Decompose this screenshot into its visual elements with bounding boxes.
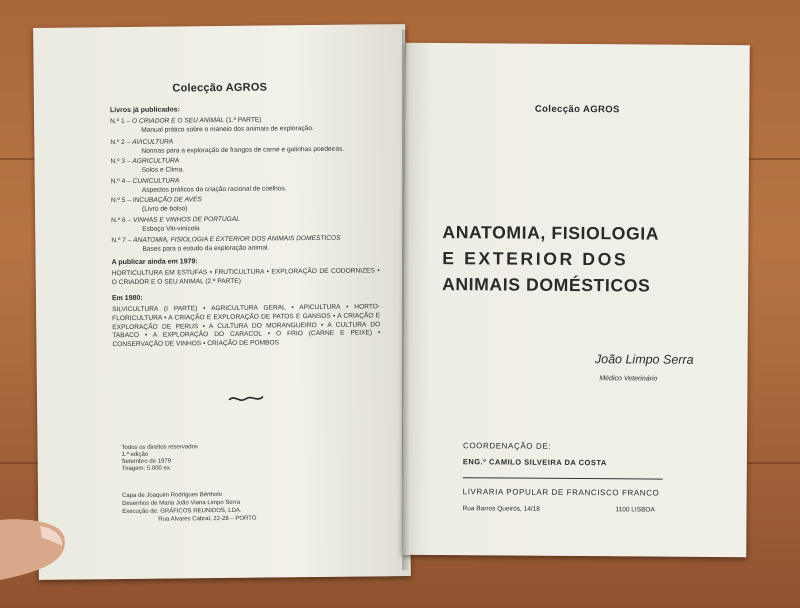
author-role: Médico Veterinário <box>599 375 658 383</box>
publisher-city: 1100 LISBOA <box>615 506 655 514</box>
book-entry: N.º 3 – AGRICULTURA Solos e Clima. <box>110 157 185 174</box>
divider <box>463 477 663 479</box>
edition-line: 1.ª edição <box>121 451 149 459</box>
book-entry: N.º 4 – CUNICULTURA Aspectos práticos da criação racional de coelhos. <box>110 177 287 194</box>
upcoming-list: HORTICULTURA EM ESTUFAS • FRUTICULTURA • EXPLORAÇÃO DE CODORNIZES • O CRIADOR E O SEU ANIMAL (2.ª PARTE) <box>111 267 380 286</box>
publisher-name: LIVRARIA POPULAR DE FRANCISCO FRANCO <box>462 487 660 498</box>
book-entry: N.º 5 – INCUBAÇÃO DE AVES (Livro de bolso) <box>110 196 202 213</box>
ornament-icon <box>227 392 265 406</box>
book-title <box>442 219 659 299</box>
left-collection-title: Colecção AGROS <box>172 81 268 95</box>
cover-credit: Capa de Joaquim Rodrigues Bértholo <box>121 492 223 500</box>
right-page <box>402 43 750 557</box>
upcoming-heading: A publicar ainda em 1979: <box>111 258 198 267</box>
printer-address: Rua Alvares Cabral, 22-28 – PORTO <box>158 515 257 523</box>
coordinator-name: ENG.º CAMILO SILVEIRA DA COSTA <box>462 457 607 468</box>
book-title-line: E EXTERIOR DOS <box>442 248 629 270</box>
published-heading: Livros já publicados: <box>109 106 181 115</box>
year-1980-list: SILVICULTURA (I PARTE) • AGRICULTURA GERAL • APICULTURA • HORTO-FLORICULTURA • A CRIAÇÃO E EXPLORAÇÃO DE PATOS E GANSOS • A CRIAÇÃO E EXPLORAÇÃO DE PERUS • A CULTURA DO MORANGUEIRO • A CULTURA DO TABACO • A EXPLORAÇÃO DO CARACOL • O FRIO (CARNE E PEIXE) • CONSERVAÇÃO DE VINHOS • CRIAÇÃO DE POMBOS <box>112 303 381 349</box>
book-title-line: ANIMAIS DOMÉSTICOS <box>442 274 651 296</box>
book-entry: N.º 7 – ANATOMIA, FISIOLOGIA E EXTERIOR DOS ANIMAIS DOMESTICOS Bases para o estudo da exploração animal. <box>111 234 341 253</box>
print-run-line: Tiragem: 5.000 ex. <box>121 465 172 473</box>
book-title-line: ANATOMIA, FISIOLOGIA <box>442 222 660 244</box>
book-gutter <box>402 30 410 570</box>
author-name: João Limpo Serra <box>594 352 694 367</box>
book-entry: N.º 2 – AVICULTURA Normas para a exploração de frangos de carne e galinhas poedeiras. <box>110 138 345 155</box>
printer-credit: Execução de: GRÁFICOS REUNIDOS, LDA. <box>122 507 242 516</box>
drawings-credit: Desenhos de Maria João Viana Limpo Serra <box>122 499 241 508</box>
year-1980-heading: Em 1980: <box>111 294 143 303</box>
publisher-address: Rua Barros Queirós, 14/18 <box>462 505 540 513</box>
right-collection-title: Colecção AGROS <box>534 103 620 116</box>
book-entry: N.º 1 – O CRIADOR E O SEU ANIMAL (1.ª PARTE) Manual prático sobre o maneio dos animais de exploração. <box>110 116 314 134</box>
left-page <box>33 24 411 580</box>
date-line: Setembro de 1979 <box>121 458 172 466</box>
rights-line: Todos os direitos reservados <box>121 444 198 452</box>
book-entry: N.º 6 – VINHAS E VINHOS DE PORTUGAL Esboço Viti-vinícola <box>111 215 240 233</box>
coordination-label: COORDENAÇÃO DE: <box>462 441 552 451</box>
thumb-image <box>0 500 70 582</box>
